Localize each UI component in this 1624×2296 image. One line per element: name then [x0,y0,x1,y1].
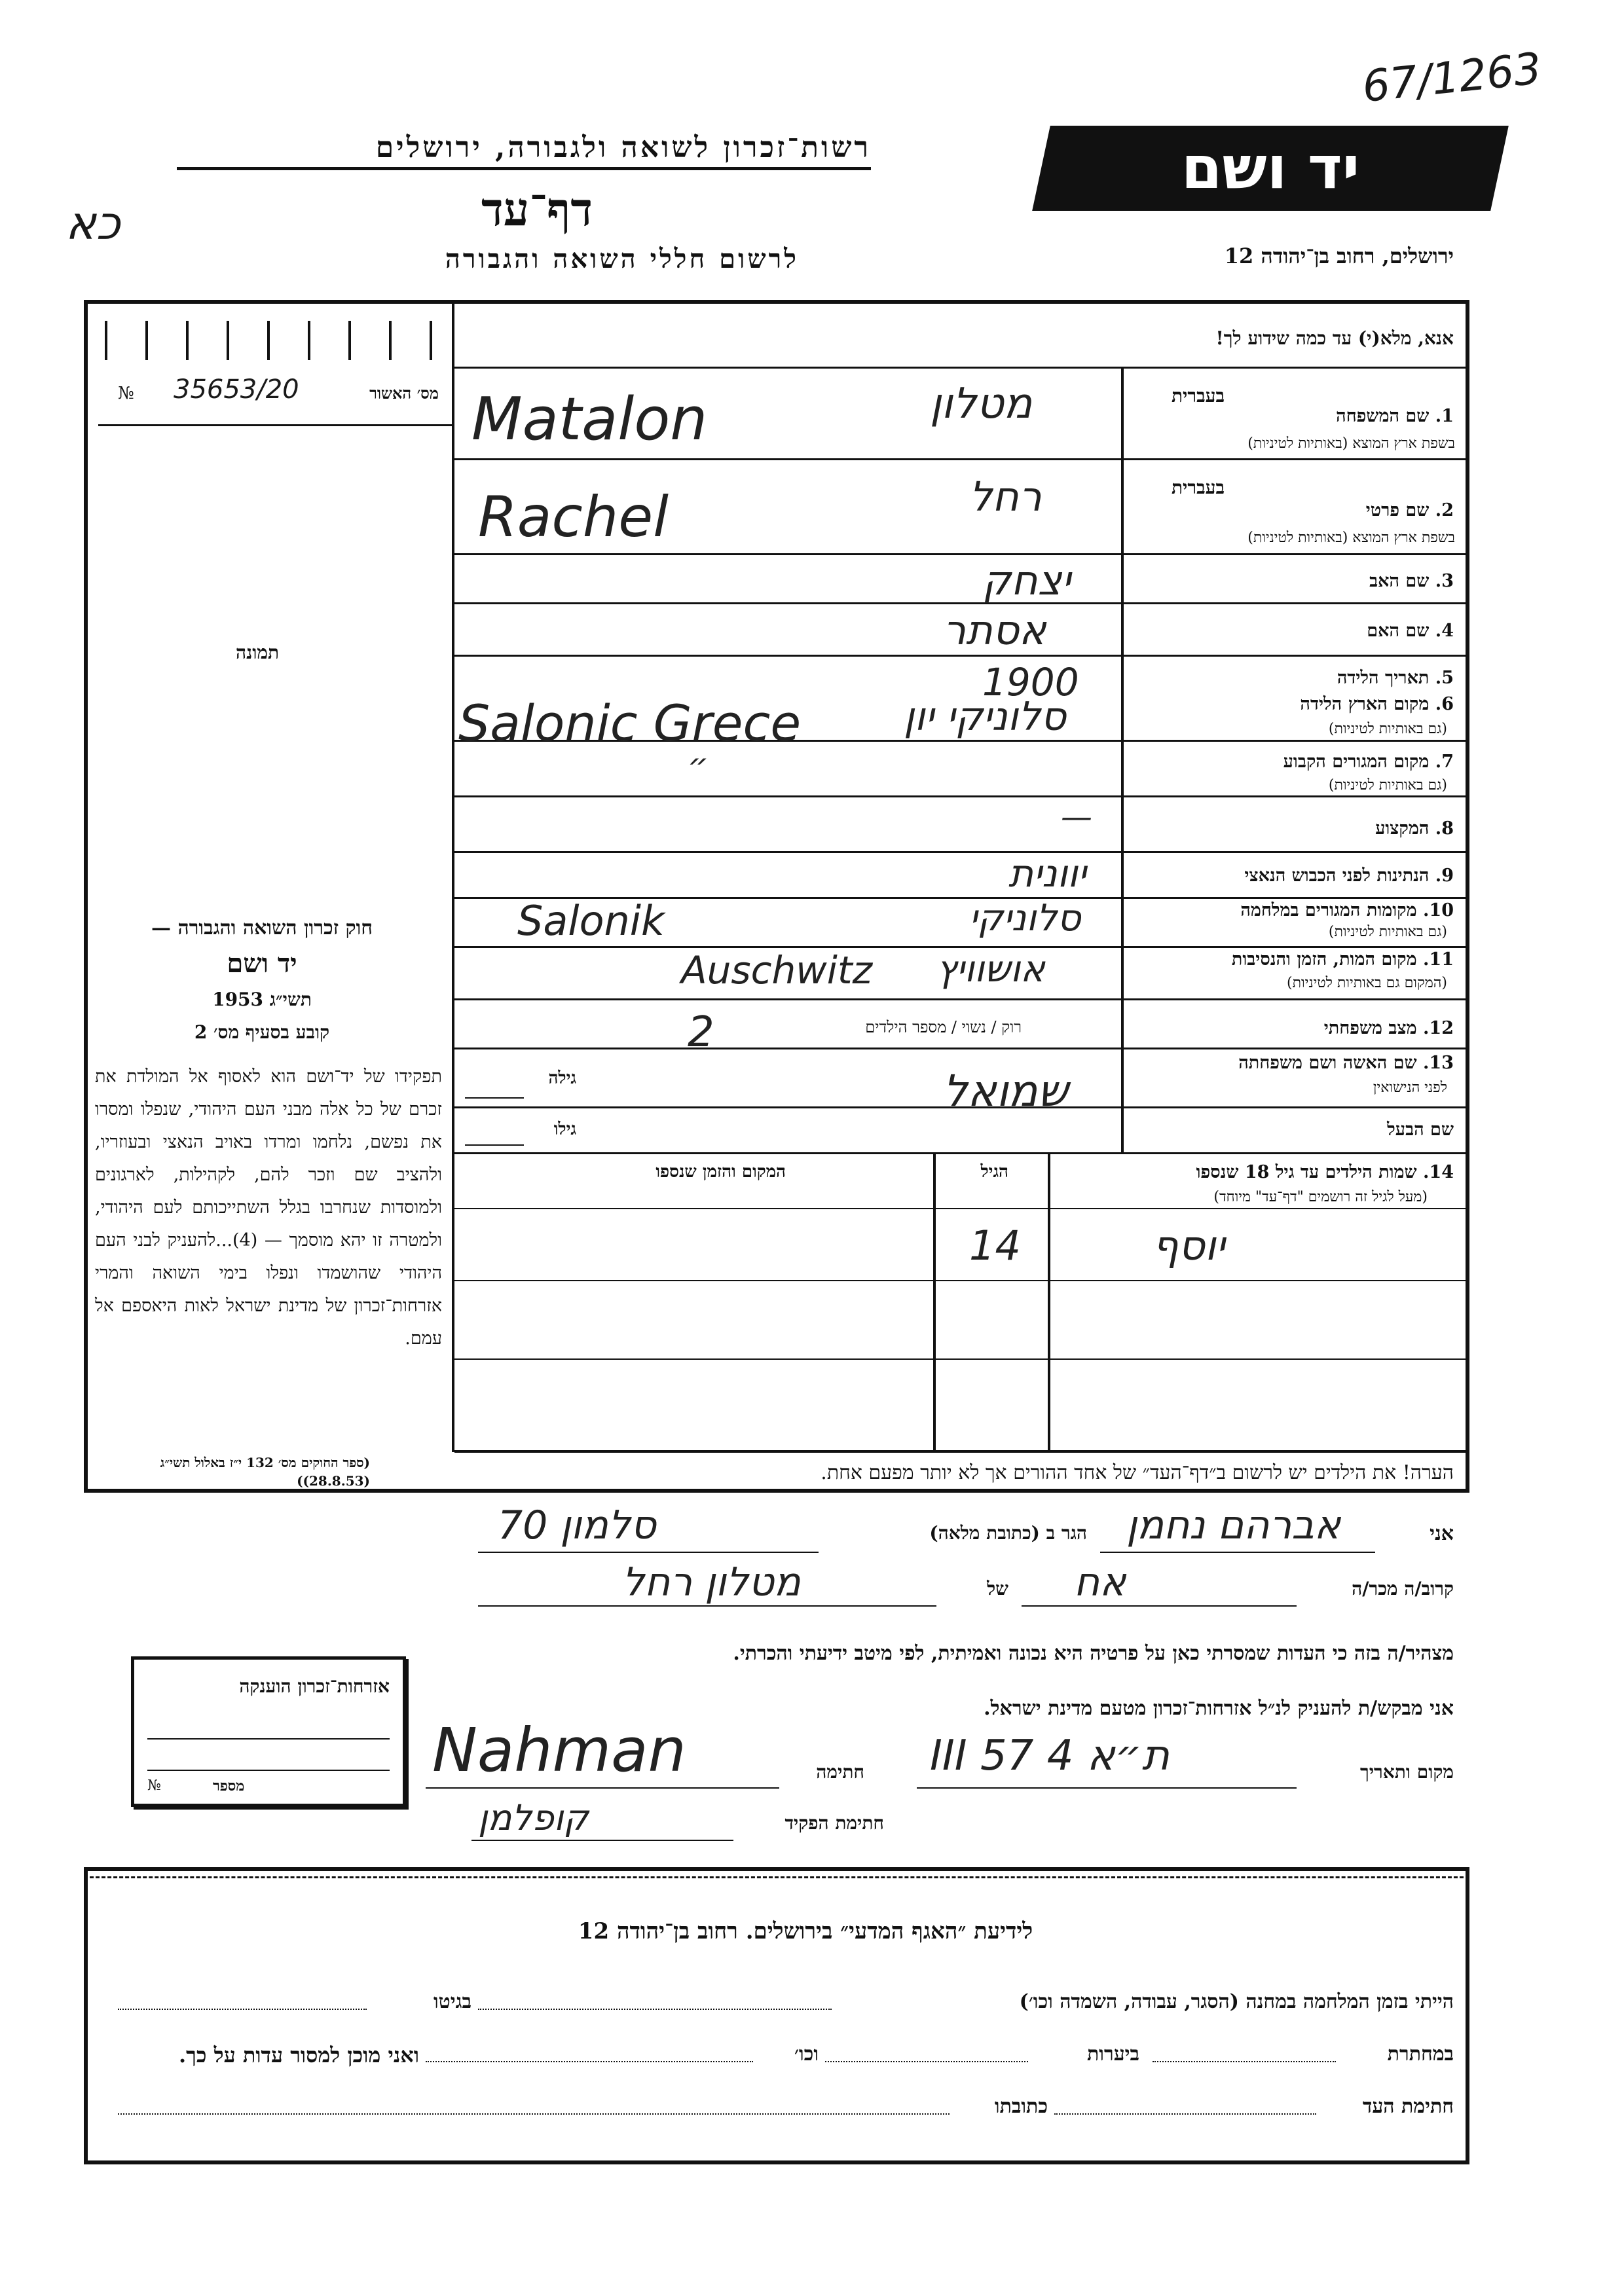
footer-line2-fill-c [426,2061,753,2062]
signature-value: Nahman [432,1715,686,1785]
address: ירושלים, רחוב בן־יהודה 12 [1224,244,1454,268]
citizenship-line-2 [147,1770,390,1771]
field-11-sub: (המקום גם באותיות לטיניות) [1287,975,1447,991]
row-sep [454,1152,1468,1154]
row-sep [454,1048,1468,1049]
field-7-value: ״ [688,746,709,784]
law-source: (ספר החוקים מס׳ 132 י״ז באלול תשי״ג (28.8.53)) [160,1455,370,1489]
citizenship-number-label: מספר [213,1777,245,1795]
approval-label: מס׳ האשור [369,384,439,403]
law-line-3: תשי״ג 1953 [212,989,312,1010]
child-1-age: 14 [969,1222,1021,1269]
field-12-options: רוק / נשוי / מספר הילדים [865,1018,1022,1036]
field-11-num: 11. [1423,949,1454,970]
citizenship-title: אזרחות־זכרון הוענקה [239,1675,390,1697]
field-1-label [1244,406,1454,426]
field-13-num: 13. [1423,1053,1454,1073]
children-title-text: שמות הילדים עד גיל 18 שנספו [1196,1162,1417,1182]
side-mark [65,196,157,262]
signature-line [426,1787,779,1789]
field-13-text: שם האשה ושם משפחתה [1238,1053,1417,1073]
field-6-text: מקום הארץ הלידה [1300,694,1430,714]
ani-label: אני [1430,1522,1454,1545]
law-body: תפקידו של יד־ושם הוא לאסוף אל המולדת את זכרם של כל אלה מבני העם היהודי, שנפלו ומסרו את נפשם, נלחמו ומרדו באויב הנאצי ובעוזריו, ולהציב שם וזכר להם, לקהילות, לארגונים ולמוסדות שנחרבו בגלל השתייכותם לעם היהודי, ולמטרה זו יהא מוסמך — (4)...להעניק לבני העם היהודי שהושמדו ונפלו בימי השואה והמרי אזרחות־זכרון של מדינת ישראל לאות היאספם אל עמם. [95,1066,442,1349]
of-line [478,1605,936,1607]
footer-line1-fill [478,2009,832,2011]
citizenship-prefix: № [147,1777,161,1794]
row-sep [454,458,1468,460]
field-5-label [1244,668,1454,688]
footer-line2-fill-a [1153,2061,1336,2062]
field-12-label [1244,1018,1454,1038]
field-6-label [1179,694,1454,714]
field-2-text: שם פרטי [1365,500,1430,520]
field-7-text: מקום המגורים הקבוע [1283,752,1430,772]
footer-line3a: חתימת העד [1362,2095,1454,2118]
field-3-text: שם האב [1369,571,1430,591]
place-date-value: ת״א 4 III 57 [930,1732,1170,1780]
field-11-label [1126,949,1454,970]
field-6-heb-value: סלוניקי יון [904,694,1066,740]
footer-line1a: הייתי בזמן המלחמה במחנה (הסגר, עבודה, השמדה וכו׳) [1019,1990,1454,2013]
approval-value: 35653/20 [174,374,299,405]
footer-title: לידיעת ״האגף המדעי״ בירושלים. רחוב בן־יהודה 12 [578,1918,1033,1944]
form-subtitle: לרשום חללי השואה והגבורה [445,244,799,274]
field-13-age-label: גילה [548,1068,576,1088]
field-6-sub: (גם באותיות לטיניות) [1328,721,1447,737]
intro-line: אנא, מלא(י) עד כמה שידוע לך! [1215,327,1454,349]
field-11-heb-value: אושוויץ [936,948,1045,991]
footer-line2-fill-b [825,2061,1028,2062]
footer-right-border [1466,1867,1469,2164]
field-10-sub: (גם באותיות לטיניות) [1328,924,1447,940]
of-name: מטלון רחל [622,1559,801,1605]
footer-line2c: וכו׳ [794,2043,819,2066]
label-column-divider [1121,367,1124,1152]
field-1-heb-value: מטלון [930,380,1033,428]
field-2-heb-label: בעברית [1171,477,1225,498]
children-col-div [1048,1154,1050,1451]
declarant-name-line [1100,1552,1375,1553]
field-1-text: שם המשפחה [1336,406,1430,426]
official-label: חתימת הפקיד [784,1812,884,1834]
law-line-2: יד ושם [227,948,297,979]
row-sep [454,851,1468,853]
row-sep [454,998,1468,1000]
field-2-lat-value: Rachel [478,484,669,550]
declarant-address: סלמון 70 [498,1503,656,1548]
row-sep [454,553,1468,555]
field-6-num: 6. [1435,694,1454,714]
approval-field [105,374,445,414]
field-7-sub: (גם באותיות לטיניות) [1328,777,1447,793]
field-7-label [1179,752,1454,772]
field-7-num: 7. [1435,752,1454,772]
children-place-header: המקום והזמן שנספו [655,1162,786,1182]
field-1-sub: בשפת ארץ המוצא (באותיות לטיניות) [1247,435,1455,452]
footer-left-border [84,1867,88,2164]
law-line-1: חוק זכרון השואה והגבורה — [151,917,373,939]
husband-age-label: גילו [553,1120,576,1139]
authority-title: רשות־זכרון לשואה ולגבורה, ירושלים [177,131,871,170]
signature-label: חתימה [816,1761,864,1783]
approval-underline [98,424,452,426]
field-2-label [1244,500,1454,520]
left-column-divider [452,300,454,1452]
declarant-name: אברהם נחמן [1126,1503,1341,1548]
field-8-value: — [1061,799,1092,835]
resident-label: הגר ב (כתובת מלאה) [929,1522,1087,1544]
children-row-sep [454,1450,1468,1453]
field-3-num: 3. [1435,571,1454,591]
children-row-sep [454,1358,1468,1360]
field-11-text: מקום המות, הזמן והנסיבות [1231,949,1417,970]
field-10-label [1126,900,1454,920]
field-9-value: יוונית [1008,851,1086,896]
address-line [478,1552,819,1553]
relation-value: אח [1074,1559,1126,1605]
field-10-lat-value: Salonik [517,897,665,945]
field-2-heb-value: רחל [969,473,1042,520]
request-text: אני מבקש/ת להעניק לנ״ל אזרחות־זכרון מטעם מדינת ישראל. [984,1697,1454,1720]
field-10-text: מקומות המגורים במלחמה [1240,900,1417,920]
row-sep [454,367,1468,369]
footer-line2d: ואני מוכן למסור עדות על כך. [178,2043,419,2068]
field-12-text: מצב משפחתי [1323,1018,1417,1038]
row-sep [454,602,1468,604]
footer-line3-fill-a [1054,2113,1316,2115]
husband-age-line [465,1144,524,1146]
field-1-heb-label: בעברית [1171,385,1225,407]
citizenship-line-1 [147,1738,390,1740]
field-9-num: 9. [1435,866,1454,886]
children-title [1048,1162,1454,1182]
field-4-num: 4. [1435,621,1454,641]
children-sub: (מעל לגיל זה רושמים "דף־עד" מיוחד) [1213,1189,1428,1205]
field-2-sub: בשפת ארץ המוצא (באותיות לטיניות) [1247,530,1455,546]
field-2-num: 2. [1435,500,1454,520]
footer-separator [84,1867,1469,1871]
row-sep [454,795,1468,797]
declaration-text: מצהיר/ה בזה כי העדות שמסרתי כאן על פרטיה היא נכונה ואמיתית, לפי מיטב ידיעתי והכרתי. [733,1642,1454,1665]
field-3-label [1244,571,1454,591]
field-8-label [1244,818,1454,839]
relation-line [1022,1605,1297,1607]
husband-label: שם הבעל [1387,1120,1454,1140]
child-1-name: יוסף [1153,1222,1225,1269]
field-11-lat-value: Auschwitz [681,948,873,993]
logo-text: יד ושם [1181,134,1360,202]
yad-vashem-logo [1032,126,1509,211]
note-line: הערה! את הילדים יש לרשום ב״דף־העד״ של אחד ההורים אך לא יותר מפעם אחת. [821,1461,1454,1484]
citizenship-box [131,1656,406,1807]
field-5-text: תאריך הלידה [1337,668,1430,688]
field-9-label [1126,866,1454,886]
approval-ticks [105,321,432,360]
field-13-value: שמואל [943,1066,1069,1116]
footer-bottom-border [84,2160,1469,2164]
children-age-header: הגיל [980,1162,1008,1182]
place-date-label: מקום ותאריך [1359,1761,1454,1783]
footer-line3b: כתובתו [994,2095,1048,2118]
field-4-text: שם האם [1367,621,1430,641]
field-5-value: 1900 [982,660,1079,704]
photo-label: תמונה [236,642,280,663]
field-6-lat-value: Salonic Grece [458,694,802,752]
field-12-value: 2 [688,1008,714,1057]
children-col-div [933,1154,936,1451]
footer-line1-fill-b [118,2009,367,2010]
field-5-num: 5. [1435,668,1454,688]
field-1-lat-value: Matalon [471,385,708,454]
field-1-num: 1. [1435,406,1454,426]
footer-line2a: במחתרת [1387,2043,1454,2066]
form-title: דף־עד [481,182,593,236]
children-num: 14. [1423,1162,1454,1182]
field-8-text: המקצוע [1375,818,1430,839]
row-sep [454,655,1468,657]
field-4-value: אסתר [943,606,1046,654]
official-line [471,1840,733,1841]
relation-label: קרוב/ה מכר/ה [1352,1578,1454,1599]
children-row-sep [454,1208,1468,1209]
field-4-label [1244,621,1454,641]
field-12-num: 12. [1423,1018,1454,1038]
approval-prefix: № [118,384,134,403]
field-10-heb-value: סלוניקי [969,897,1081,939]
children-row-sep [454,1280,1468,1281]
file-number: 67/1263 [1359,43,1544,113]
footer-dashed [84,1876,1469,1878]
field-13-sub: לפני הנישואין [1373,1080,1447,1096]
field-10-num: 10. [1423,900,1454,920]
footer-line3-fill-b [118,2113,950,2115]
field-3-value: יצחק [982,556,1071,604]
footer-line2b: ביערות [1086,2043,1139,2066]
of-label: של [987,1578,1008,1599]
field-8-num: 8. [1435,818,1454,839]
official-signature: קופלמן [478,1797,589,1838]
side-mark-text: כא [65,196,120,250]
place-date-line [917,1787,1297,1789]
field-13-age-line [465,1097,524,1099]
field-13-label [1126,1053,1454,1073]
footer-line1b: בגיטו [433,1990,471,2013]
field-9-text: הנתינות לפני הכבוש הנאצי [1244,866,1430,886]
law-line-4: קובע בסעיף מס׳ 2 [194,1021,330,1043]
